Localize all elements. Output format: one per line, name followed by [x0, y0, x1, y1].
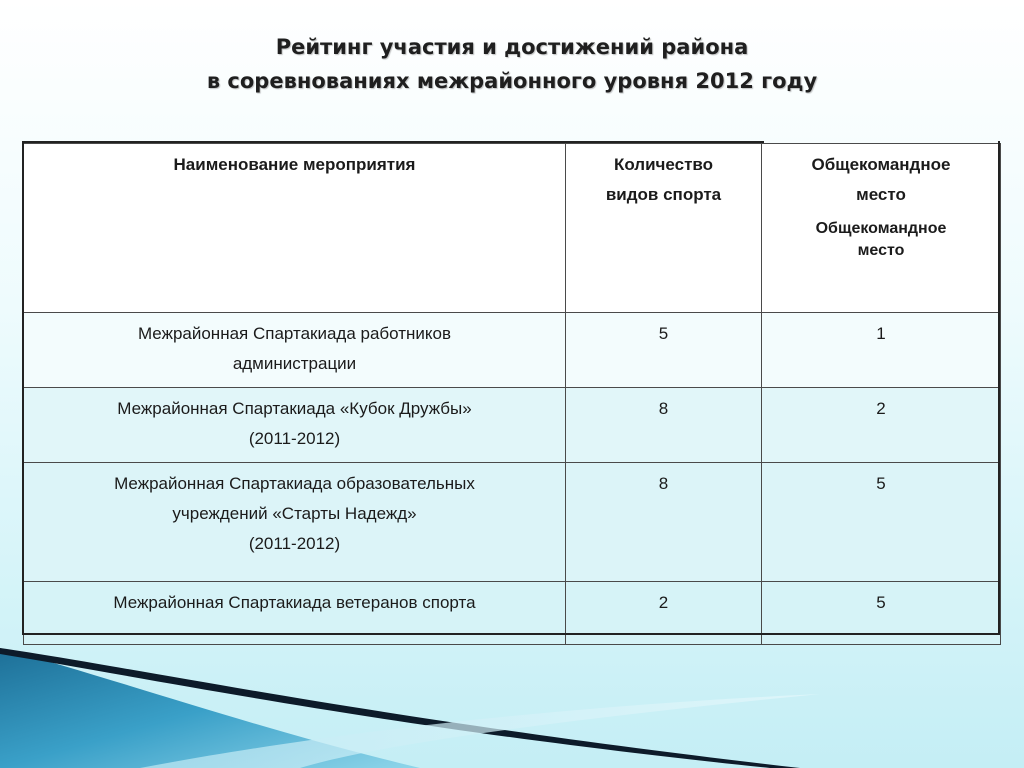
decorative-swoosh [0, 620, 1024, 768]
table-header-row [24, 144, 1001, 313]
event-line: Межрайонная Спартакиада работников [137, 324, 452, 343]
count-cell: 8 [566, 388, 762, 463]
table-row [24, 388, 1001, 463]
event-line: (2011-2012) [248, 534, 341, 553]
header-event-label: Наименование мероприятия [173, 155, 416, 174]
event-line: учреждений «Старты Надежд» [172, 504, 417, 523]
header-place-line-1: Общекомандное [811, 155, 951, 174]
event-cell [24, 388, 566, 463]
header-count-line-2: видов спорта [605, 185, 722, 204]
header-place-sub-line-2: место [857, 242, 905, 259]
event-line: Межрайонная Спартакиада ветеранов спорта [113, 593, 476, 612]
header-place-sub-line-1: Общекомандное [815, 220, 947, 237]
header-place-sub [770, 218, 992, 262]
table-row [24, 313, 1001, 388]
table-row [24, 463, 1001, 582]
event-line: Межрайонная Спартакиада образовательных [114, 474, 475, 493]
place-cell: 1 [762, 313, 1001, 388]
header-count [566, 144, 762, 313]
slide-title [0, 30, 1024, 98]
header-count-line-1: Количество [613, 155, 714, 174]
header-place-line-2: место [856, 185, 906, 204]
event-line: (2011-2012) [248, 429, 341, 448]
count-cell: 8 [566, 463, 762, 582]
event-line: администрации [232, 354, 357, 373]
event-cell [24, 463, 566, 582]
count-cell: 2 [566, 582, 762, 645]
place-cell: 2 [762, 388, 1001, 463]
header-event [24, 144, 566, 313]
count-cell: 5 [566, 313, 762, 388]
results-table [23, 143, 1001, 645]
slide-title-line-2: в соревнованиях межрайонного уровня 2012 году [206, 69, 818, 93]
event-cell [24, 313, 566, 388]
place-cell: 5 [762, 582, 1001, 645]
slide-title-line-1: Рейтинг участия и достижений района [275, 35, 749, 59]
header-place [762, 144, 1001, 313]
event-line: Межрайонная Спартакиада «Кубок Дружбы» [117, 399, 472, 418]
place-cell: 5 [762, 463, 1001, 582]
